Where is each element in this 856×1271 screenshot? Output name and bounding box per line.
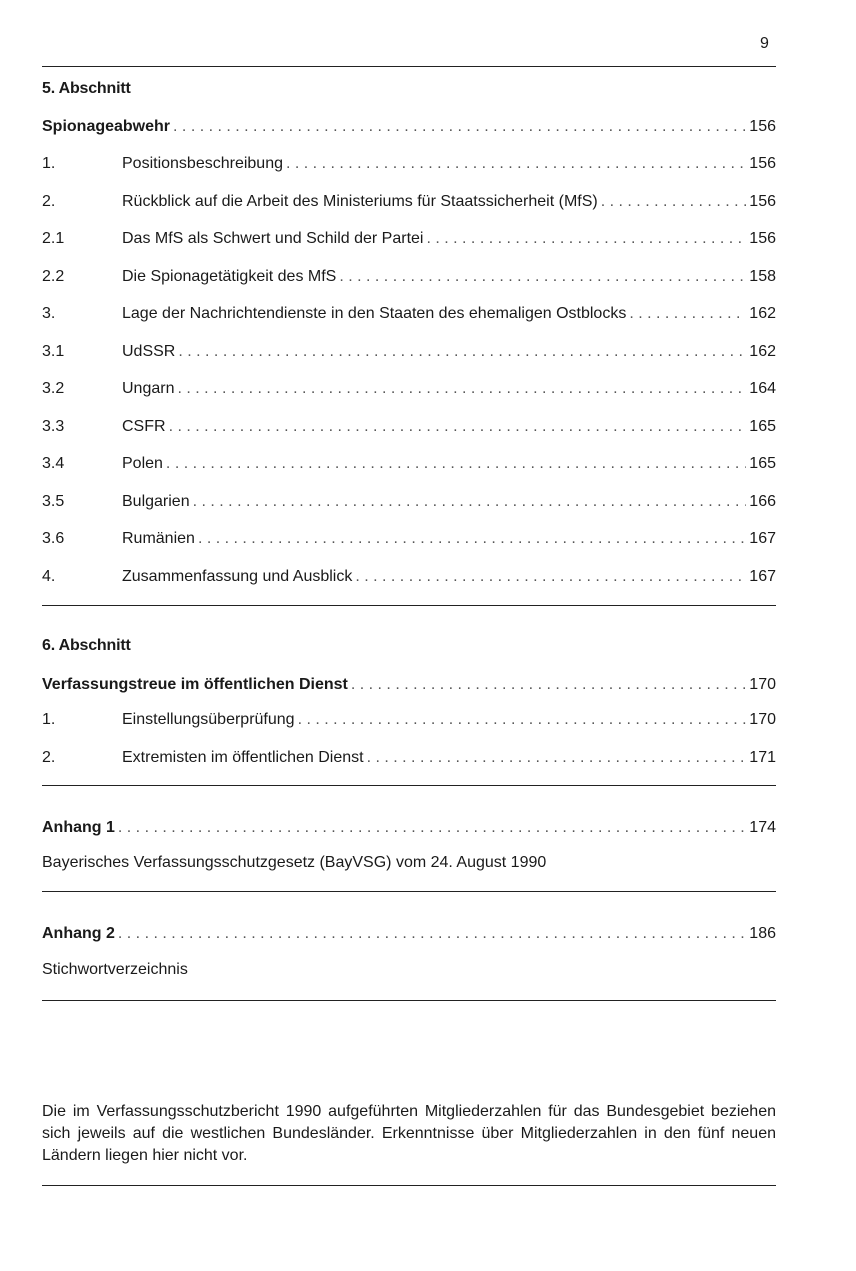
toc-entry-page: 167 <box>749 530 776 547</box>
leader-dots <box>286 153 746 175</box>
appendix1-line[interactable] <box>42 817 776 839</box>
toc-entry-title: UdSSR <box>122 342 176 360</box>
leader-dots <box>118 817 746 839</box>
toc-entry-page: 171 <box>749 749 776 766</box>
leader-dots <box>177 378 746 400</box>
toc-entry-page: 162 <box>749 342 776 360</box>
leader-dots <box>193 491 747 513</box>
toc-entry-page: 165 <box>749 455 776 472</box>
toc-entry-number: 4. <box>42 567 56 585</box>
leader-dots <box>426 228 746 250</box>
section5-heading: 5. Abschnitt <box>42 80 131 97</box>
toc-entry[interactable] <box>42 341 776 363</box>
toc-entry-number: 3.6 <box>42 530 65 547</box>
toc-entry[interactable] <box>42 191 776 213</box>
toc-entry-number: 2.2 <box>42 267 65 285</box>
toc-entry-number: 1. <box>42 711 56 728</box>
toc-entry-title: Lage der Nachrichtendienste in den Staaten des ehemaligen Ostblocks <box>122 305 627 322</box>
toc-entry-title: Das MfS als Schwert und Schild der Partei <box>122 230 424 247</box>
toc-entry[interactable] <box>42 153 776 175</box>
section5-title-page: 156 <box>749 118 776 135</box>
toc-entry-title: Einstellungsüberprüfung <box>122 711 295 728</box>
leader-dots <box>629 303 746 325</box>
toc-entry-title: Ungarn <box>122 380 175 397</box>
toc-entry-title: Positionsbeschreibung <box>122 155 283 172</box>
toc-entry[interactable] <box>42 266 776 288</box>
appendix2-description: Stichwortverzeichnis <box>42 961 188 978</box>
appendix2-line[interactable] <box>42 923 776 945</box>
footnote-text: Die im Verfassungsschutzbericht 1990 aufgeführten Mitgliederzahlen für das Bundesgebiet beziehen sich jeweils auf die westlichen Bundesländer. Erkenntnisse über Mitgliederzahlen in den fünf neuen Ländern liegen hier nicht vor. <box>42 1103 776 1164</box>
toc-entry[interactable] <box>42 491 776 513</box>
toc-entry-number: 3.2 <box>42 380 65 397</box>
leader-dots <box>339 266 746 288</box>
toc-entry-number: 3. <box>42 305 56 322</box>
section6-bottom-rule <box>42 785 776 786</box>
leader-dots <box>166 453 746 475</box>
section6-heading: 6. Abschnitt <box>42 637 131 654</box>
toc-entry[interactable] <box>42 747 776 769</box>
toc-entry-title: Polen <box>122 455 163 472</box>
section6-title-line[interactable] <box>42 674 776 696</box>
toc-entry-title: Extremisten im öffentlichen Dienst <box>122 749 364 766</box>
toc-entry-number: 3.4 <box>42 455 65 472</box>
toc-entry-page: 156 <box>749 230 776 247</box>
toc-entry-number: 3.5 <box>42 492 65 510</box>
leader-dots <box>367 747 747 769</box>
toc-entry-title: Rückblick auf die Arbeit des Ministeriums für Staatssicherheit (MfS) <box>122 192 598 210</box>
toc-entry-number: 2. <box>42 192 56 210</box>
toc-entry-page: 165 <box>749 417 776 435</box>
appendix1-page: 174 <box>749 819 776 836</box>
toc-entry[interactable] <box>42 528 776 550</box>
appendix1-title: Anhang 1 <box>42 819 115 836</box>
toc-entry-page: 166 <box>749 492 776 510</box>
leader-dots <box>198 528 746 550</box>
toc-entry-page: 162 <box>749 305 776 322</box>
footnote-bottom-rule <box>42 1185 776 1186</box>
toc-entry[interactable] <box>42 416 776 438</box>
leader-dots <box>601 191 747 213</box>
leader-dots <box>351 674 746 696</box>
leader-dots <box>169 416 747 438</box>
leader-dots <box>178 341 746 363</box>
leader-dots <box>118 923 746 945</box>
toc-entry[interactable] <box>42 709 776 731</box>
toc-entry-page: 156 <box>749 155 776 172</box>
toc-entry-number: 1. <box>42 155 56 172</box>
toc-entry-page: 167 <box>749 567 776 585</box>
toc-entry[interactable] <box>42 228 776 250</box>
section5-bottom-rule <box>42 605 776 606</box>
leader-dots <box>355 566 746 588</box>
page-number: 9 <box>760 35 769 52</box>
top-rule <box>42 66 776 67</box>
appendix1-bottom-rule <box>42 891 776 892</box>
toc-entry-title: Zusammenfassung und Ausblick <box>122 567 353 585</box>
toc-entry-number: 2.1 <box>42 230 65 247</box>
toc-entry-page: 170 <box>749 711 776 728</box>
section6-title-page: 170 <box>749 676 776 693</box>
section5-title: Spionageabwehr <box>42 118 171 135</box>
toc-entry-title: Rumänien <box>122 530 195 547</box>
toc-entry-title: Bulgarien <box>122 492 190 510</box>
toc-entry[interactable] <box>42 378 776 400</box>
appendix1-description: Bayerisches Verfassungsschutzgesetz (BayVSG) vom 24. August 1990 <box>42 854 547 871</box>
toc-entry-number: 2. <box>42 749 56 766</box>
appendix2-page: 186 <box>749 925 776 942</box>
appendix2-title: Anhang 2 <box>42 925 115 942</box>
appendix2-bottom-rule <box>42 1000 776 1001</box>
toc-entry-number: 3.3 <box>42 417 65 435</box>
toc-entry-page: 156 <box>749 192 776 210</box>
toc-entry[interactable] <box>42 453 776 475</box>
toc-entry[interactable] <box>42 303 776 325</box>
toc-entry-page: 158 <box>749 267 776 285</box>
toc-entry[interactable] <box>42 566 776 588</box>
toc-entry-title: Die Spionagetätigkeit des MfS <box>122 267 337 285</box>
leader-dots <box>173 116 746 138</box>
toc-entry-page: 164 <box>749 380 776 397</box>
section6-title: Verfassungstreue im öffentlichen Dienst <box>42 676 348 693</box>
leader-dots <box>298 709 747 731</box>
section5-title-line[interactable] <box>42 116 776 138</box>
toc-entry-number: 3.1 <box>42 342 65 360</box>
toc-entry-title: CSFR <box>122 417 166 435</box>
